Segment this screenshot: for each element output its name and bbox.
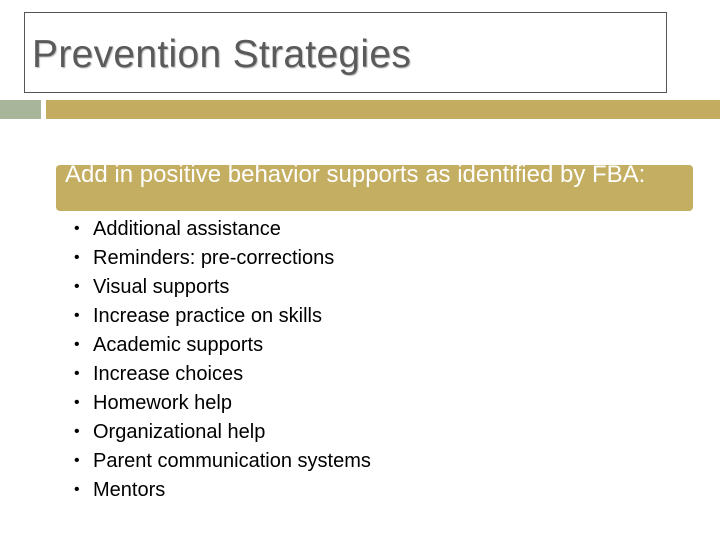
bullet-icon: • xyxy=(74,220,80,237)
slide-title: Prevention Strategies xyxy=(32,33,412,76)
bullet-icon: • xyxy=(74,394,80,411)
bullet-icon: • xyxy=(74,336,80,353)
bullet-icon: • xyxy=(74,452,80,469)
decor-square xyxy=(0,100,41,119)
bullet-icon: • xyxy=(74,249,80,266)
bullet-icon: • xyxy=(74,423,80,440)
bullet-icon: • xyxy=(74,481,80,498)
lead-text: Add in positive behavior supports as identified by FBA: xyxy=(65,161,646,188)
bullet-icon: • xyxy=(74,307,80,324)
accent-bar xyxy=(46,100,720,119)
bullet-icon: • xyxy=(74,365,80,382)
bullet-icon: • xyxy=(74,278,80,295)
